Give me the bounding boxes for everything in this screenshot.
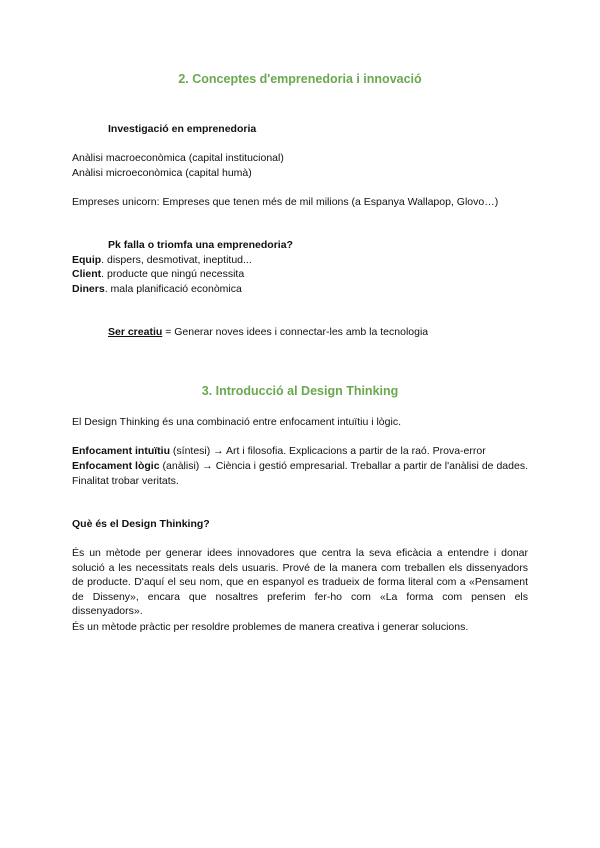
section-2-heading: 2. Conceptes d'emprenedoria i innovació [178, 72, 422, 86]
investigacio-title: Investigació en emprenedoria [108, 123, 257, 135]
equip-text: . dispers, desmotivat, ineptitud... [101, 254, 252, 266]
macro-line: Anàlisi macroeconòmica (capital institucional) [72, 152, 284, 164]
logic-text: (anàlisi) → Ciència i gestió empresarial. Treballar a partir de l'anàlisi de dades. Finalitat trobar veritats. [72, 460, 528, 487]
unicorn-line: Empreses unicorn: Empreses que tenen més de mil milions (a Espanya Wallapop, Glovo…) [72, 196, 499, 208]
que-paragraph-2: És un mètode pràctic per resoldre problemes de manera creativa i generar solucions. [72, 621, 469, 633]
creatiu-text: = Generar noves idees i connectar-les amb la tecnologia [162, 326, 429, 338]
diners-text: . mala planificació econòmica [104, 283, 242, 295]
client-text: . producte que ningú necessita [101, 268, 245, 280]
creatiu-label: Ser creatiu [108, 326, 163, 338]
micro-line: Anàlisi microeconòmica (capital humà) [72, 167, 252, 179]
diners-line [72, 282, 242, 297]
intuitiu-text: (síntesi) → Art i filosofia. Explicacions a partir de la raó. Prova-error [170, 445, 486, 457]
client-label: Client [72, 268, 102, 280]
client-line [72, 267, 244, 282]
creatiu-line [108, 325, 428, 340]
pk-title: Pk falla o triomfa una emprenedoria? [108, 239, 293, 251]
intuitiu-line [72, 444, 486, 459]
logic-label: Enfocament lògic [72, 460, 160, 472]
intuitiu-label: Enfocament intuïtiu [72, 445, 170, 457]
equip-line [72, 253, 252, 268]
intro-line: El Design Thinking és una combinació entre enfocament intuïtiu i lògic. [72, 416, 401, 428]
section-3-heading: 3. Introducció al Design Thinking [201, 384, 399, 398]
equip-label: Equip [72, 254, 102, 266]
que-paragraph: És un mètode per generar idees innovadores que centra la seva eficàcia a entendre i donar solució a les necessitats reals dels usuaris. Prové de la manera com treballen els dissenyadors de producte. D'aquí el seu nom, que en espanyol es tradueix de forma literal com a «Pensament de Disseny», encara que nosaltres preferim fer-ho com «La forma com pensen els dissenyadors». [72, 547, 528, 617]
logic-paragraph [72, 459, 528, 488]
diners-label: Diners [72, 283, 105, 295]
que-title: Què és el Design Thinking? [72, 518, 210, 530]
